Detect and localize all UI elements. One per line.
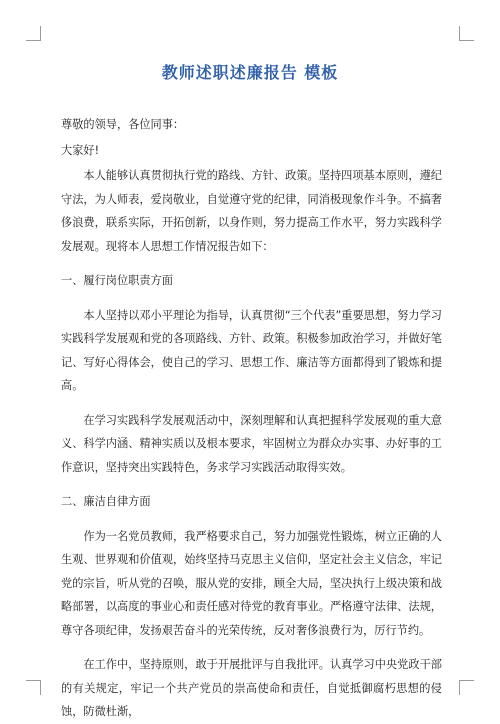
paragraph-work-principles: 在工作中，坚持原则，敢于开展批评与自我批评。认真学习中央党政干部的有关规定，牢记一个共产党员的崇高使命和责任，自觉抵御腐朽思想的侵蚀，防微杜渐， bbox=[61, 658, 442, 718]
document-title: 教师述职述廉报告 模板 bbox=[161, 63, 339, 82]
paragraph-practice-activity: 在学习实践科学发展观活动中，深刻理解和认真把握科学发展观的重大意义、科学内涵、精神实质以及根本要求，牢固树立为群众办实事、办好事的工作意识，坚持突出实践特色，务求学习实践活动取得实效。 bbox=[61, 413, 442, 474]
paragraph-party-member: 作为一名党员教师，我严格要求自己，努力加强党性锻炼，树立正确的人生观、世界观和价值观，始终坚持马克思主义信仰，坚定社会主义信念，牢记党的宗旨，听从党的召唤，服从党的安排，顾全大局，坚决执行上级决策和战略部署，以高度的事业心和责任感对待党的教育事业。严格遵守法律、法规，尊守各项纪律，发扬艰苦奋斗的光荣传统，反对奢侈浪费行为，厉行节约。 bbox=[61, 529, 442, 637]
crop-mark-bottom-right bbox=[459, 680, 474, 695]
section-heading-duties: 一、履行岗位职责方面 bbox=[61, 274, 173, 287]
intro-paragraph: 本人能够认真贯彻执行党的路线、方针、政策。坚持四项基本原则，遵纪守法，为人师表，爱岗敬业，自觉遵守党的纪律，同消极现象作斗争。不搞奢侈浪费，联系实际，开拓创新，以身作则，努力提高工作水平，努力实践科学发展观。现将本人思想工作情况报告如下： bbox=[61, 169, 442, 253]
crop-mark-top-right bbox=[459, 26, 474, 41]
document-body bbox=[61, 113, 442, 724]
greeting: 尊敬的领导，各位同事： bbox=[61, 118, 185, 131]
crop-mark-bottom-left bbox=[26, 680, 41, 695]
paragraph-theory-study: 本人坚持以邓小平理论为指导，认真贯彻“三个代表”重要思想，努力学习实践科学发展观和党的各项路线、方针、政策。积极参加政治学习，并做好笔记、写好心得体会，使自己的学习、思想工作、廉洁等方面都得到了锻炼和提高。 bbox=[61, 308, 442, 392]
hello-line: 大家好! bbox=[61, 143, 100, 157]
section-heading-integrity: 二、廉洁自律方面 bbox=[61, 495, 151, 508]
crop-mark-top-left bbox=[26, 26, 41, 41]
